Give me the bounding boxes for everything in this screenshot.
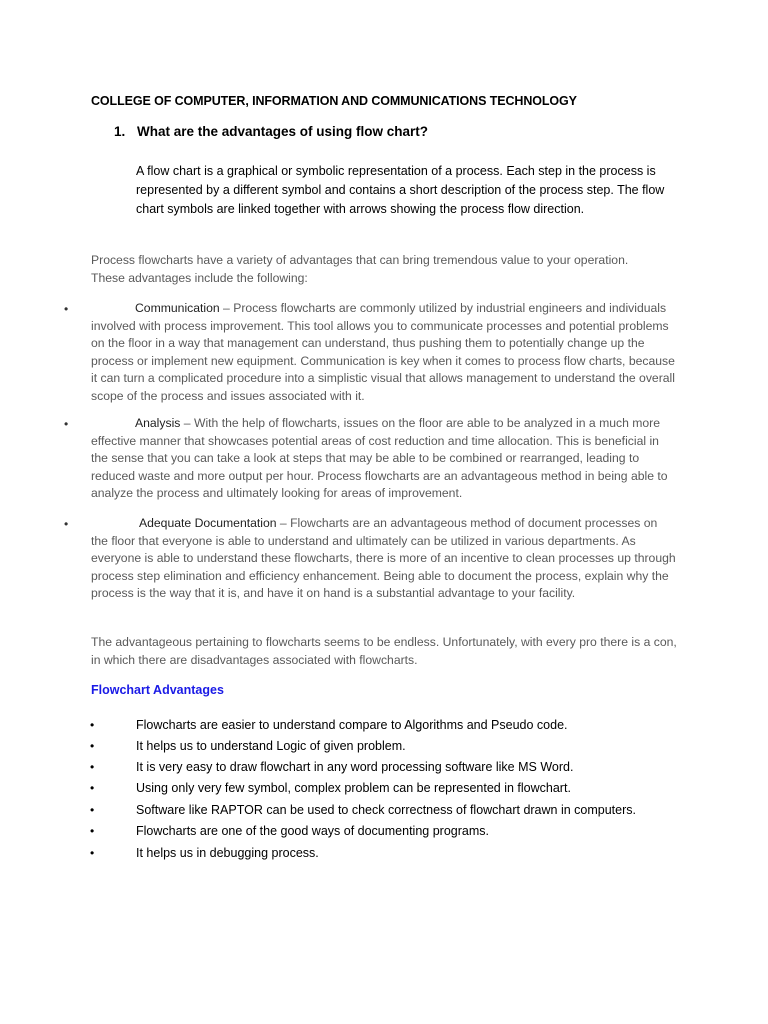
closing-paragraph: The advantageous pertaining to flowcharts seems to be endless. Unfortunately, with every pro there is a con, in which there are disadvantages associated with flowcharts.	[91, 635, 677, 667]
bullet-icon: •	[64, 417, 69, 431]
list-item-text: It helps us in debugging process.	[136, 846, 319, 860]
list-item	[0, 760, 768, 780]
list-item-text: Flowcharts are easier to understand compare to Algorithms and Pseudo code.	[136, 718, 568, 732]
bullet-icon: •	[90, 846, 95, 860]
list-item	[0, 718, 768, 738]
bullet-icon: •	[90, 781, 95, 795]
list-item-text: Software like RAPTOR can be used to check correctness of flowchart drawn in computers.	[136, 803, 636, 817]
advantage-analysis	[91, 415, 676, 503]
bullet-icon: •	[90, 824, 95, 838]
list-item	[0, 739, 768, 759]
advantage-term: Adequate Documentation	[139, 516, 277, 530]
advantage-text: – With the help of flowcharts, issues on the floor are able to be analyzed in a much more effective manner that showcases potential areas of cost reduction and time allocation. This is beneficial in the sense that you can take a look at steps that may be able to be combined or rearranged, leading to reduced waste and more output per hour. Process flowcharts are an advantageous method in being able to analyze the process and ultimately looking for areas of improvement.	[91, 416, 668, 500]
question-number: 1.	[114, 124, 126, 139]
bullet-icon: •	[90, 739, 95, 753]
intro-paragraph: A flow chart is a graphical or symbolic representation of a process. Each step in the process is represented by a different symbol and contains a short description of the process step. The flow chart symbols are linked together with arrows showing the process flow direction.	[136, 164, 665, 216]
advantage-text: – Process flowcharts are commonly utilized by industrial engineers and individuals involved with process improvement. This tool allows you to communicate processes and potential problems on the floor in a way that management can understand, thus pushing them to potentially change up the process or implement new equipment. Communication is key when it comes to process flow charts, because it can turn a complicated procedure into a simplistic visual that allows management to understand the overall scope of the process and issues associated with it.	[91, 301, 675, 403]
advantage-text: – Flowcharts are an advantageous method of document processes on the floor that everyone is able to understand and ultimately can be utilized in various departments. As everyone is able to understand these flowcharts, there is more of an incentive to clean processes up through process step elimination and efficiency enhancement. Being able to document the process, explain why the process is the way that it is, and have it on hand is a substantial advantage to your facility.	[91, 516, 676, 600]
question-title: What are the advantages of using flow chart?	[137, 124, 429, 139]
list-item-text: It is very easy to draw flowchart in any word processing software like MS Word.	[136, 760, 574, 774]
list-item-text: Flowcharts are one of the good ways of documenting programs.	[136, 824, 489, 838]
bullet-icon: •	[90, 760, 95, 774]
list-item-text: Using only very few symbol, complex problem can be represented in flowchart.	[136, 781, 571, 795]
flowchart-advantages-title: Flowchart Advantages	[91, 683, 224, 697]
advantage-communication	[91, 300, 676, 405]
bullet-icon: •	[64, 517, 69, 531]
college-heading: COLLEGE OF COMPUTER, INFORMATION AND COMMUNICATIONS TECHNOLOGY	[91, 94, 577, 108]
list-item	[0, 803, 768, 823]
list-item	[0, 824, 768, 844]
advantage-term: Communication	[135, 301, 220, 315]
advantage-term: Analysis	[135, 416, 181, 430]
list-item-text: It helps us to understand Logic of given problem.	[136, 739, 406, 753]
list-item	[0, 846, 768, 866]
bullet-icon: •	[64, 302, 69, 316]
list-item	[0, 781, 768, 801]
advantage-documentation	[91, 515, 676, 603]
lead-paragraph: Process flowcharts have a variety of advantages that can bring tremendous value to your operation. These advantages include the following:	[91, 253, 629, 285]
bullet-icon: •	[90, 718, 95, 732]
bullet-icon: •	[90, 803, 95, 817]
